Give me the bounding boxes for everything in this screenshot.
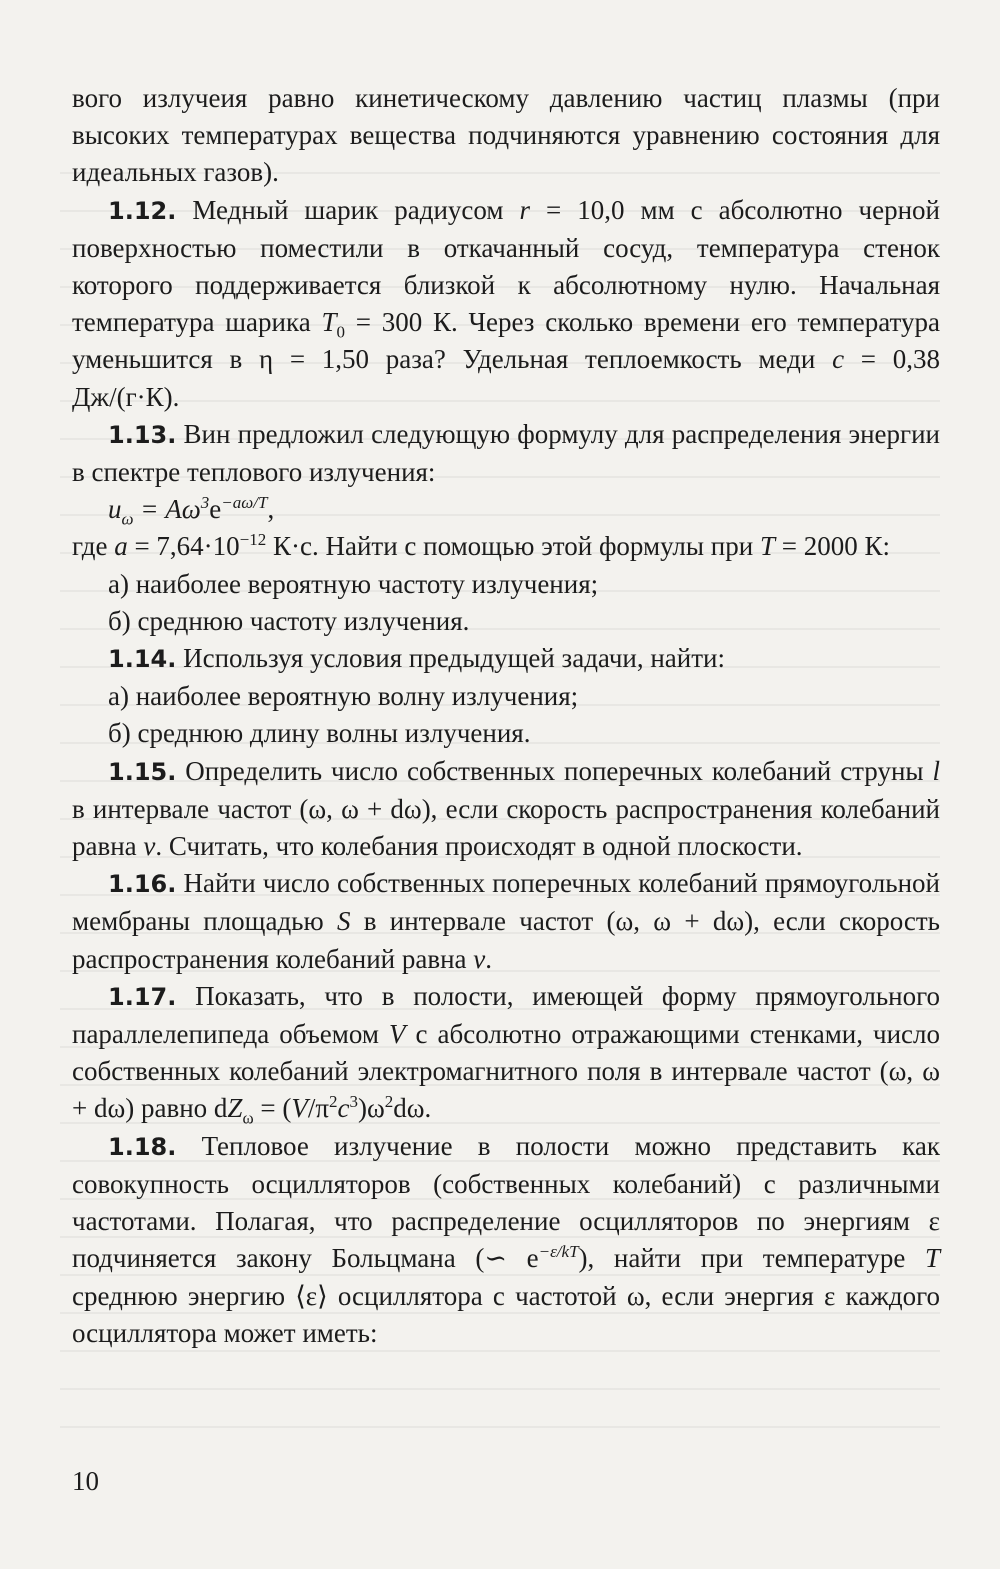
var-v: v — [143, 831, 156, 862]
problem-text: /π — [307, 1093, 330, 1124]
problem-text: Медный шарик радиусом — [176, 194, 520, 225]
problem-text: = 7,64·10 — [127, 531, 240, 562]
subscript: 0 — [336, 322, 345, 342]
problem-text: с абсолютно отражающими стенками, число собственных колебаний электромагнитного поля в интервале частот (ω, ω + dω) равно d — [72, 1019, 940, 1124]
problem-number: 1.13. — [108, 420, 177, 449]
problem-text: . Считать, что колебания происходят в одной плоскости. — [155, 831, 803, 862]
problem-text: где — [72, 531, 115, 562]
problem-1-13-where — [72, 528, 940, 565]
problem-1-12 — [72, 192, 940, 416]
formula-part: = Aω — [133, 494, 201, 525]
var-T0: T — [321, 307, 337, 338]
problem-text: Найти число собственных поперечных колебаний прямоугольной мембраны площадью — [72, 868, 940, 937]
problem-number: 1.16. — [108, 870, 177, 899]
problem-text: среднюю энергию ⟨ε⟩ осциллятора с частотой ω, если энергия ε каждого осциллятора может иметь: — [72, 1280, 940, 1348]
intro-paragraph — [72, 80, 940, 192]
problem-text: ), найти при температуре — [578, 1243, 925, 1274]
problem-number: 1.14. — [108, 645, 177, 674]
superscript: 2 — [384, 1092, 394, 1112]
problem-text: dω. — [393, 1093, 432, 1124]
list-item — [72, 715, 940, 752]
superscript: 2 — [329, 1092, 338, 1112]
var-V: V — [291, 1093, 308, 1124]
problem-text: = 300 К. Через сколько времени его температура уменьшится в η = 1,50 раза? Удельная теплоемкость меди — [72, 307, 940, 375]
var-T: T — [924, 1243, 940, 1274]
problem-text: . — [485, 943, 493, 974]
problem-number: 1.12. — [108, 196, 177, 225]
var-r: r — [519, 194, 530, 225]
problem-text: )ω — [358, 1093, 385, 1124]
problem-number: 1.15. — [108, 757, 177, 786]
var-c: c — [832, 344, 845, 375]
item-text: б) среднюю частоту излучения. — [108, 605, 470, 636]
wien-formula — [72, 491, 940, 528]
var-c: c — [337, 1093, 350, 1124]
superscript: −ε/kT — [538, 1242, 579, 1262]
problem-1-18 — [72, 1128, 940, 1352]
formula-part: , — [267, 494, 275, 525]
formula-u: u — [108, 494, 122, 525]
problem-text: Показать, что в полости, имеющей форму прямоугольного параллелепипеда объемом — [72, 980, 940, 1050]
superscript: 3 — [200, 493, 210, 513]
problem-text: К·с. Найти с помощью этой формулы при — [266, 531, 760, 562]
problem-text: = 0,38 Дж/(г·К). — [72, 344, 940, 412]
superscript: −aω/T — [221, 493, 268, 513]
problem-text: Используя условия предыдущей задачи, найти: — [176, 643, 725, 674]
list-item — [72, 566, 940, 603]
var-l: l — [932, 755, 940, 786]
problem-text: = ( — [253, 1093, 292, 1124]
var-V: V — [388, 1019, 406, 1050]
var-a: a — [114, 531, 128, 562]
problem-1-13 — [72, 416, 940, 491]
var-S: S — [336, 906, 351, 937]
problem-1-17 — [72, 978, 940, 1128]
problem-text: Тепловое излучение в полости можно представить как совокупность осцилляторов (собственных колебаний) с различными частотами. Полагая, что распределение осцилляторов по энергиям ε подчиняется закону Больцмана (∽ e — [72, 1130, 940, 1274]
problem-1-14 — [72, 640, 940, 678]
problem-text: в интервале частот (ω, ω + dω), если скорость распространения колебаний равна — [72, 793, 940, 862]
list-item — [72, 603, 940, 640]
page-number: 10 — [72, 1466, 99, 1496]
var-Z: Z — [227, 1093, 243, 1124]
problem-number: 1.18. — [108, 1132, 177, 1161]
problem-text: = 10,0 мм с абсолютно черной поверхностью поместили в откачанный сосуд, температура стенок которого поддерживается близкой к абсолютному нулю. Начальная температура шарика — [72, 194, 940, 338]
problem-1-15 — [72, 753, 940, 866]
intro-text: вого излучеия равно кинетическому давлению частиц плазмы (при высоких температурах вещества подчиняются уравнению состояния для идеальных газов). — [72, 83, 940, 188]
item-text: а) наиболее вероятную волну излучения; — [108, 681, 579, 712]
formula-e: e — [209, 494, 222, 525]
problem-number: 1.17. — [108, 982, 177, 1011]
var-T: T — [759, 531, 775, 562]
subscript: ω — [242, 1108, 254, 1128]
superscript: −12 — [239, 530, 267, 550]
problem-text: = 2000 К: — [774, 531, 890, 562]
problem-1-16 — [72, 865, 940, 978]
superscript: 3 — [349, 1092, 358, 1112]
list-item — [72, 678, 940, 715]
page-body — [72, 80, 940, 1352]
item-text: а) наиболее вероятную частоту излучения; — [108, 568, 599, 599]
problem-text: Определить число собственных поперечных колебаний струны — [176, 755, 933, 786]
item-text: б) среднюю длину волны излучения. — [108, 718, 531, 749]
subscript: ω — [121, 509, 134, 529]
problem-text: Вин предложил следующую формулу для распределения энергии в спектре теплового излучения: — [72, 418, 940, 488]
var-v: v — [473, 943, 486, 974]
problem-text: в интервале частот (ω, ω + dω), если скорость распространения колебаний равна — [72, 906, 940, 974]
